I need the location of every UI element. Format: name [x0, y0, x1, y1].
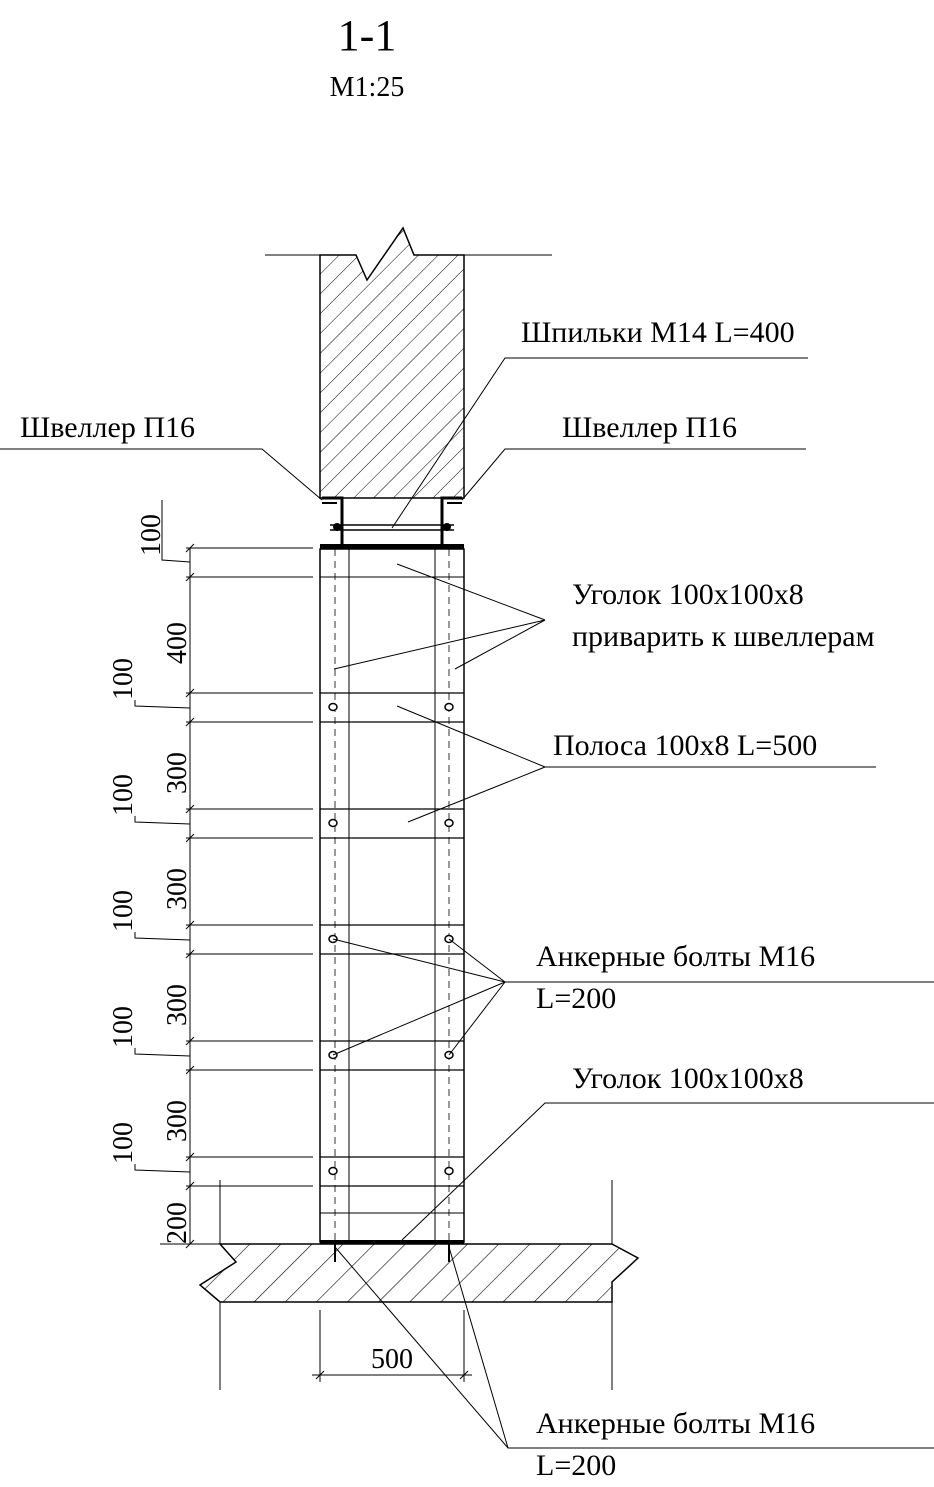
angle-top-note: приварить к швеллерам	[572, 620, 875, 653]
dim-100-2: 100	[108, 658, 139, 700]
dim-100-3: 100	[108, 774, 139, 816]
lower-column	[320, 549, 464, 1242]
foundation-slab	[200, 1180, 638, 1390]
dim-100-top: 100	[136, 514, 167, 556]
width-dimension-value: 500	[371, 1344, 413, 1375]
dim-400: 400	[162, 622, 193, 664]
angle-top-label: Уголок 100х100х8	[572, 578, 804, 611]
dim-300-1: 300	[162, 752, 193, 794]
channel-left-label: Швеллер П16	[20, 411, 195, 444]
anchor-mid-length: L=200	[536, 982, 617, 1015]
dim-200: 200	[162, 1202, 193, 1244]
section-scale: М1:25	[329, 72, 405, 103]
angle-bottom-label: Уголок 100х100х8	[572, 1062, 804, 1095]
anchor-bottom-length: L=200	[536, 1449, 617, 1482]
section-title: 1-1	[337, 11, 397, 60]
anchor-mid-label: Анкерные болты М16	[536, 940, 816, 973]
dim-100-4: 100	[108, 890, 139, 932]
channel-right-label: Швеллер П16	[562, 411, 737, 444]
dim-100-5: 100	[108, 1006, 139, 1048]
studs	[330, 523, 454, 531]
dim-300-3: 300	[162, 984, 193, 1026]
dim-300-4: 300	[162, 1100, 193, 1142]
studs-label: Шпильки М14 L=400	[521, 316, 795, 349]
vertical-dimension-values	[108, 514, 193, 1244]
anchor-bottom-label: Анкерные болты М16	[536, 1407, 816, 1440]
dim-300-2: 300	[162, 868, 193, 910]
channel-right	[442, 498, 462, 546]
upper-wall	[265, 228, 552, 498]
channel-left	[322, 498, 342, 546]
bolt-holes	[329, 704, 453, 1175]
strip-label: Полоса 100х8 L=500	[553, 729, 818, 762]
dim-100-6: 100	[108, 1122, 139, 1164]
